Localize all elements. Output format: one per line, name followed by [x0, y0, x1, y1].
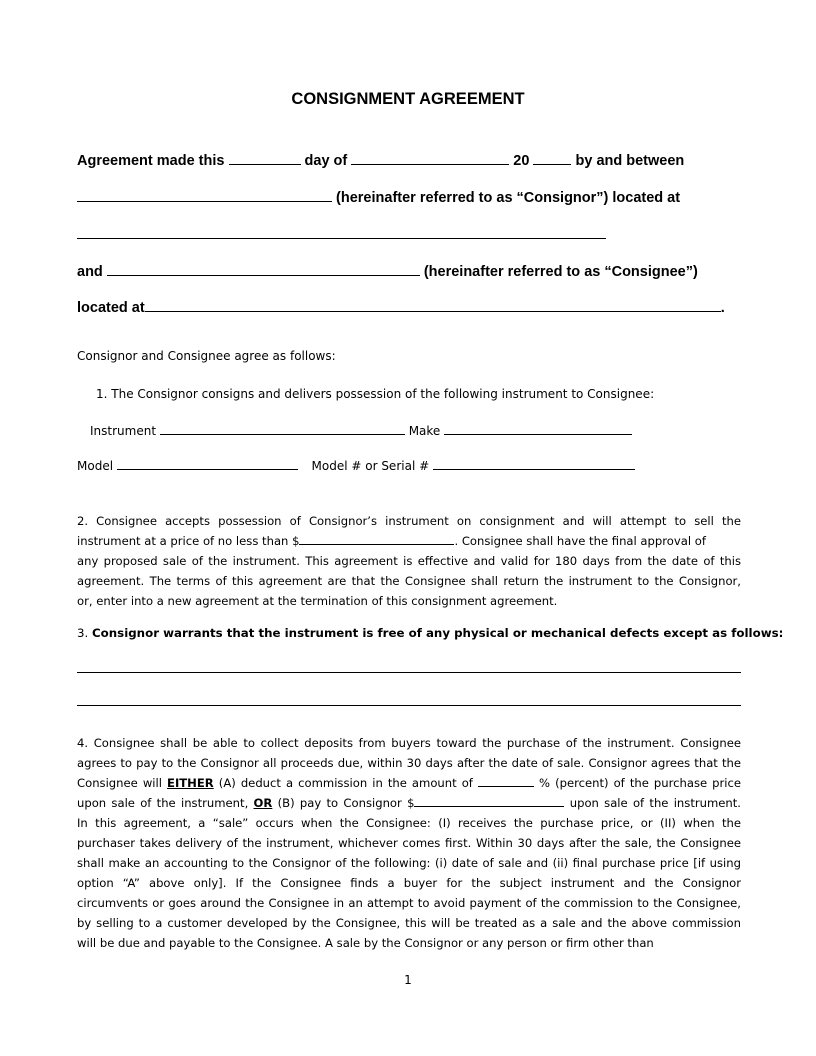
para-2-line: any proposed sale of the instrument. This agreement is effective and valid for 180 days from the date of this: [77, 554, 741, 568]
year-prefix-label: 20: [513, 153, 530, 169]
paragraph-4: [77, 733, 741, 953]
para-4-line: shall make an accounting to the Consignor of the following: (i) date of sale and (ii) final purchase price [if using: [77, 856, 741, 870]
agreement-made-label: Agreement made this: [77, 153, 225, 169]
para-4-line: circumvents or goes around the Consignee in an attempt to avoid payment of the commission to the Consignee,: [77, 896, 741, 910]
day-of-label: day of: [304, 153, 348, 169]
location-period: .: [720, 300, 725, 316]
consignor-address-blank[interactable]: [77, 224, 606, 239]
consignee-address-blank[interactable]: [145, 297, 721, 312]
para-2-line: or, enter into a new agreement at the termination of this consignment agreement.: [77, 594, 558, 608]
instrument-blank[interactable]: [160, 422, 405, 435]
consignor-name-blank[interactable]: [77, 187, 332, 202]
by-and-between-label: by and between: [575, 153, 685, 169]
para-4-line: will be due and payable to the Consignee. A sale by the Consignor or any person or firm other than: [77, 936, 654, 950]
either-emphasis: EITHER: [167, 776, 214, 790]
para-4-line: agrees to pay to the Consignor all proceeds due, within 30 days after the date of sale. Consignor agrees that the: [77, 756, 741, 770]
or-emphasis: OR: [253, 796, 273, 810]
min-price-blank[interactable]: [299, 532, 454, 545]
consignor-address-line: [77, 224, 606, 243]
consignor-referral-label: (hereinafter referred to as “Consignor”) located at: [336, 190, 681, 206]
day-blank[interactable]: [229, 150, 301, 165]
instrument-make-line: [90, 422, 632, 438]
year-blank[interactable]: [533, 150, 571, 165]
agreement-date-line: [77, 150, 684, 169]
and-label: and: [77, 264, 103, 280]
consignee-referral-label: (hereinafter referred to as “Consignee”): [423, 264, 698, 280]
para-4-line: Consignee will EITHER (A) deduct a commission in the amount of % (percent) of the purchase price: [77, 776, 742, 790]
defects-blank-line-1[interactable]: [77, 672, 741, 673]
document-title: CONSIGNMENT AGREEMENT: [291, 90, 525, 108]
model-serial-label: Model # or Serial #: [311, 459, 430, 473]
page-number: 1: [404, 973, 412, 987]
instrument-label: Instrument: [90, 424, 157, 438]
model-label: Model: [77, 459, 114, 473]
paragraph-2: [77, 511, 741, 611]
defects-blank-line-2[interactable]: [77, 705, 741, 706]
para-4-line: by selling to a customer developed by the Consignee, this will be treated as a sale and the above commission: [77, 916, 741, 930]
consignor-line: [77, 187, 680, 206]
para-2-line: agreement. The terms of this agreement are that the Consignee shall return the instrument to the Consignor,: [77, 574, 741, 588]
para-4-line: upon sale of the instrument, OR (B) pay to Consignor $ upon sale of the instrument.: [77, 796, 741, 810]
consignor-payment-blank[interactable]: [414, 794, 564, 807]
item-1-text: 1. The Consignor consigns and delivers possession of the following instrument to Consignee:: [96, 387, 655, 401]
para-4-line: option “A” above only]. If the Consignee finds a buyer for the subject instrument and the Consignor: [77, 876, 741, 890]
final-approval-text: . Consignee shall have the final approval of: [454, 534, 706, 548]
paragraph-3: [77, 626, 783, 640]
consignee-line: [77, 261, 698, 280]
month-blank[interactable]: [351, 150, 509, 165]
para-2-line: [77, 531, 741, 551]
para-4-line: purchaser takes delivery of the instrument, whichever comes first. Within 30 days after the sale, the Consignee: [77, 836, 741, 850]
commission-percent-blank[interactable]: [478, 774, 534, 787]
para-3-number: 3.: [77, 626, 89, 640]
located-at-label: located at: [77, 300, 145, 316]
intro-text: Consignor and Consignee agree as follows:: [77, 349, 336, 363]
min-price-label: instrument at a price of no less than $: [77, 534, 300, 548]
para-4-line: In this agreement, a “sale” occurs when the Consignee: (I) receives the purchase price, or (II) when the: [77, 816, 741, 830]
para-4-line: 4. Consignee shall be able to collect deposits from buyers toward the purchase of the instrument. Consignee: [77, 736, 741, 750]
para-2-line: 2. Consignee accepts possession of Consignor’s instrument on consignment and will attempt to sell the: [77, 514, 741, 528]
make-label: Make: [408, 424, 441, 438]
model-blank[interactable]: [117, 457, 298, 470]
para-3-text: Consignor warrants that the instrument is free of any physical or mechanical defects except as follows:: [92, 626, 784, 640]
model-serial-line: [77, 457, 635, 473]
consignee-location-line: [77, 297, 725, 316]
serial-blank[interactable]: [433, 457, 635, 470]
consignee-name-blank[interactable]: [107, 261, 420, 276]
make-blank[interactable]: [444, 422, 632, 435]
